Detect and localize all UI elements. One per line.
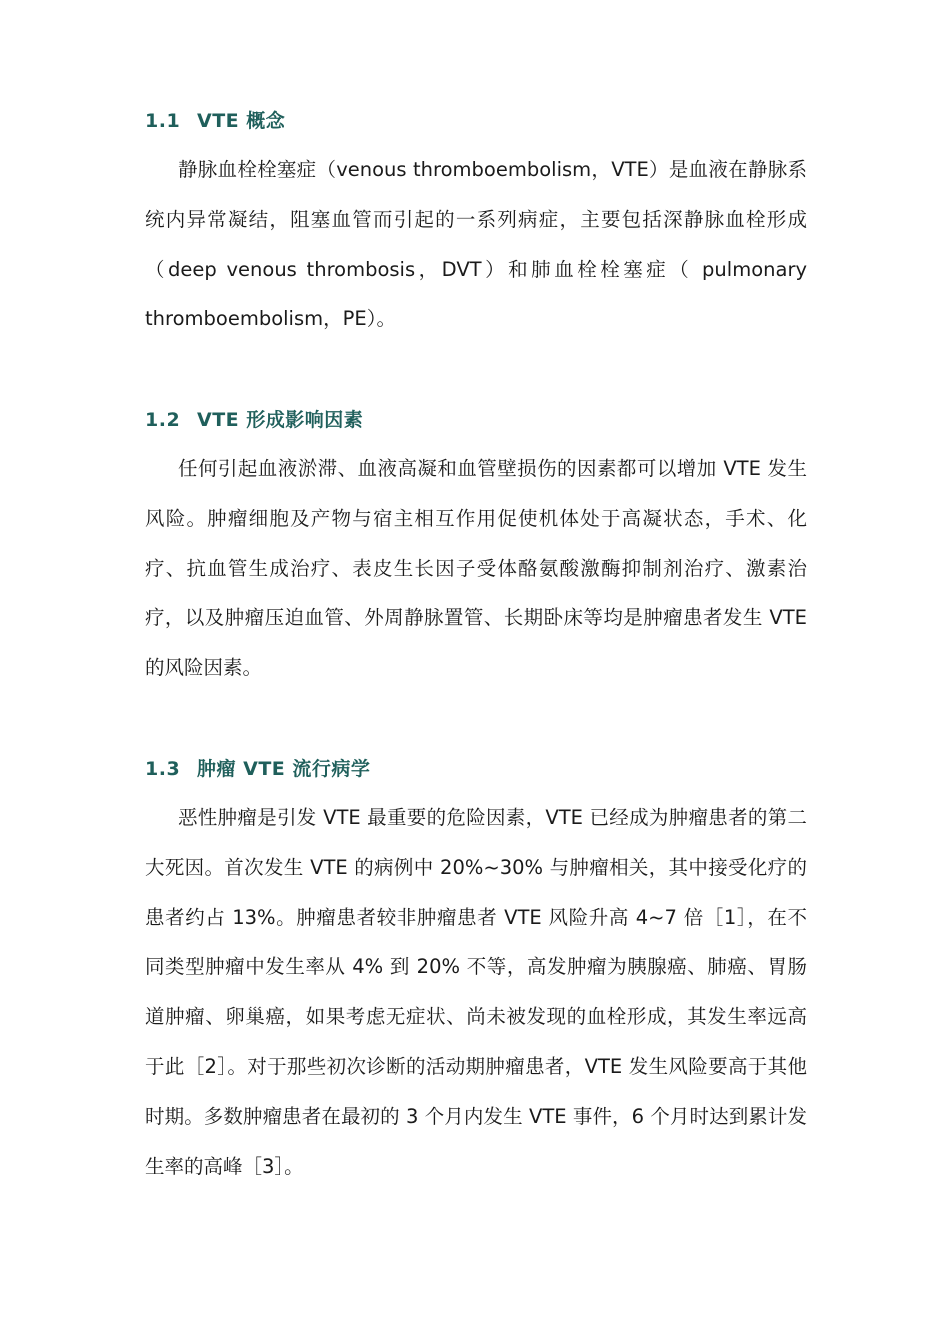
section-body-tumor-vte-epidemiology: 恶性肿瘤是引发 VTE 最重要的危险因素，VTE 已经成为肿瘤患者的第二大死因。首次发生 VTE 的病例中 20%~30% 与肿瘤相关，其中接受化疗的患者约占 13%。肿瘤患者较非肿瘤患者 VTE 风险升高 4~7 倍［1］，在不同类型肿瘤中发生率从 4% 到 20% 不等，高发肿瘤为胰腺癌、肺癌、胃肠道肿瘤、卵巢癌，如果考虑无症状、尚未被发现的血栓形成，其发生率远高于此［2］。对于那些初次诊断的活动期肿瘤患者，VTE 发生风险要高于其他时期。多数肿瘤患者在最初的 3 个月内发生 VTE 事件，6 个月时达到累计发生率的高峰［3］。	[145, 806, 807, 1178]
section-title: 肿瘤 VTE 流行病学	[197, 758, 371, 780]
section-number: 1.3	[145, 758, 181, 780]
section-heading-vte-risk-factors	[145, 405, 363, 432]
section-body-vte-concept: 静脉血栓栓塞症（venous thromboembolism，VTE）是血液在静脉系统内异常凝结，阻塞血管而引起的一系列病症，主要包括深静脉血栓形成（deep venous thrombosis，DVT）和肺血栓栓塞症（ pulmonary thromboembolism，PE）。	[145, 158, 807, 331]
section-heading-tumor-vte-epidemiology	[145, 754, 370, 781]
section-number: 1.2	[145, 409, 181, 431]
section-heading-vte-concept	[145, 106, 285, 133]
section-number: 1.1	[145, 110, 181, 132]
section-title: VTE 概念	[197, 110, 286, 132]
section-title: VTE 形成影响因素	[197, 409, 364, 431]
section-body-vte-risk-factors: 任何引起血液淤滞、血液高凝和血管壁损伤的因素都可以增加 VTE 发生风险。肿瘤细胞及产物与宿主相互作用促使机体处于高凝状态，手术、化疗、抗血管生成治疗、表皮生长因子受体酪氨酸激酶抑制剂治疗、激素治疗，以及肿瘤压迫血管、外周静脉置管、长期卧床等均是肿瘤患者发生 VTE 的风险因素。	[145, 457, 807, 680]
